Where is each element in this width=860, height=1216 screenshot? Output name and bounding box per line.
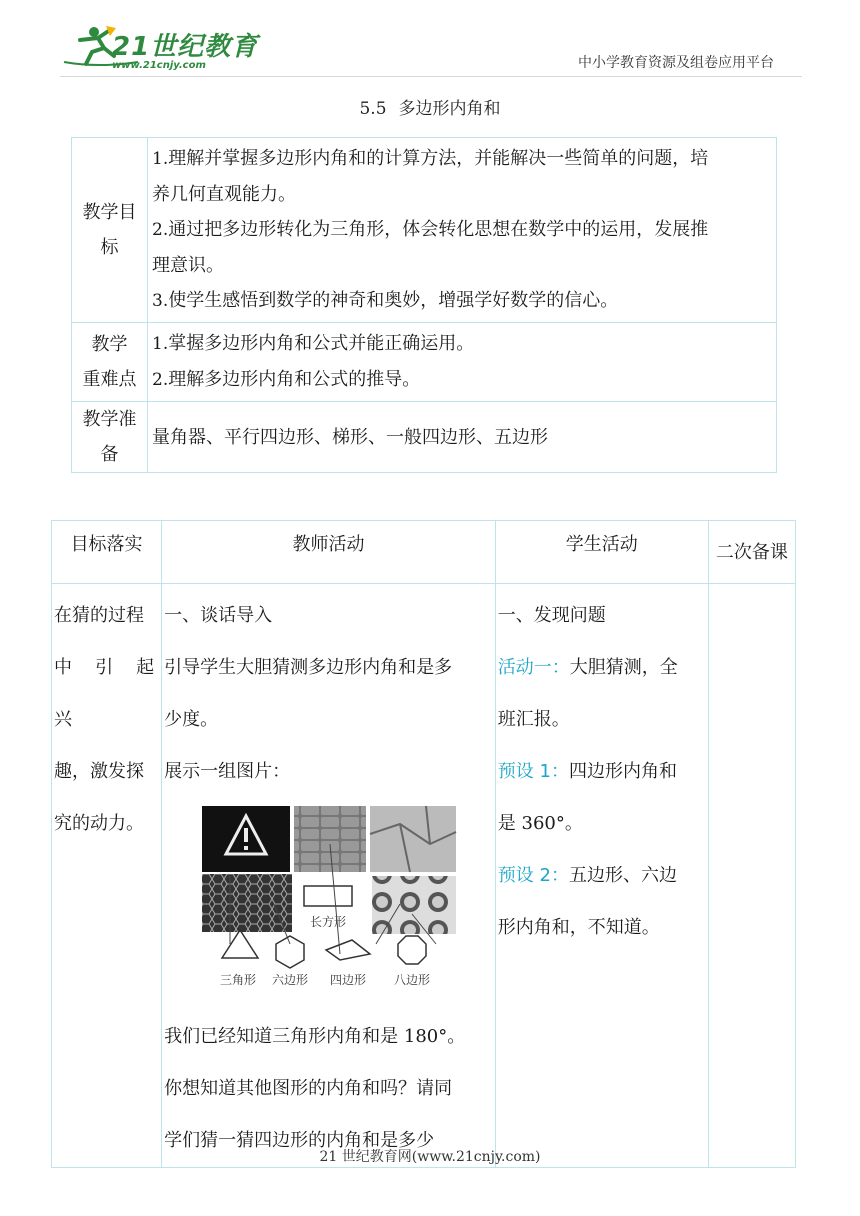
label-line: 备 <box>100 444 119 465</box>
label-line: 重难点 <box>82 369 137 390</box>
objectives-row <box>72 138 777 323</box>
column-header: 目标落实 <box>52 521 162 584</box>
quadrilateral-shape <box>326 940 370 960</box>
octagon-shape <box>398 936 426 964</box>
text-part: 是 <box>497 813 522 834</box>
header-divider <box>60 76 802 77</box>
row-label <box>72 323 148 402</box>
key-points-content <box>148 323 777 402</box>
logo-url: www.21cnjy.com <box>112 60 206 71</box>
item-text: 理解多边形内角和公式的推导。 <box>168 369 421 390</box>
text-part: 五边形、六边 <box>568 865 677 886</box>
label-line: 教学 <box>91 334 128 355</box>
column-header: 教师活动 <box>162 521 496 584</box>
activity-label: 活动一： <box>497 657 570 678</box>
item-text: 理意识。 <box>152 255 224 276</box>
goal-line: 究的动力。 <box>54 813 144 834</box>
octagon-tiles-image <box>372 876 456 934</box>
teacher-text <box>164 1011 494 1063</box>
rectangle-shape <box>304 886 352 906</box>
section-number: 5.5 <box>359 99 387 119</box>
item-number: 1. <box>152 334 169 354</box>
teacher-text: 展示一组图片： <box>164 761 291 782</box>
triangle-shape <box>222 930 258 958</box>
row-label <box>72 402 148 473</box>
preset-label: 预设 1： <box>497 761 569 782</box>
column-header: 学生活动 <box>495 521 708 584</box>
label-octagon: 八边形 <box>394 973 431 987</box>
objectives-content <box>148 138 777 323</box>
section-title: 多边形内角和 <box>398 99 501 119</box>
student-text: 班汇报。 <box>497 709 570 730</box>
activity-row <box>52 584 796 1168</box>
preparation-row <box>72 402 777 473</box>
brick-wall-image <box>294 806 366 872</box>
student-heading: 一、发现问题 <box>497 605 606 626</box>
item-text: 理解并掌握多边形内角和的计算方法，并能解决一些简单的问题，培 <box>168 148 709 169</box>
text-part: 。 <box>447 1026 466 1047</box>
item-text: 掌握多边形内角和公式并能正确运用。 <box>168 333 475 354</box>
honeycomb-image <box>202 874 292 932</box>
goal-line: 趣，激发探 <box>54 761 144 782</box>
student-text <box>498 746 707 798</box>
label-triangle: 三角形 <box>220 973 257 987</box>
item-number: 1. <box>152 149 169 169</box>
notes-cell <box>708 584 795 1168</box>
angle-value: 360° <box>521 813 565 834</box>
row-label <box>72 138 148 323</box>
item-number: 3. <box>152 291 169 311</box>
item-text: 通过把多边形转化为三角形，体会转化思想在数学中的运用，发展推 <box>168 219 709 240</box>
item-text: 使学生感悟到数学的神奇和奥妙，增强学好数学的信心。 <box>168 290 619 311</box>
label-line: 标 <box>100 237 119 258</box>
teacher-heading: 一、谈话导入 <box>164 605 273 626</box>
text-part: 四边形内角和 <box>568 761 677 782</box>
student-text: 形内角和，不知道。 <box>497 917 660 938</box>
platform-name: 中小学教育资源及组卷应用平台 <box>578 55 774 71</box>
label-rectangle: 长方形 <box>310 915 347 929</box>
goal-line: 中 引 起 兴 <box>54 657 161 730</box>
key-points-row <box>72 323 777 402</box>
item-number: 2. <box>152 370 169 390</box>
label-quadrilateral: 四边形 <box>330 973 367 987</box>
column-header: 二次备课 <box>708 521 795 584</box>
label-line: 教学目 <box>82 202 137 223</box>
activity-table <box>51 520 796 1168</box>
goal-line: 在猜的过程 <box>54 605 144 626</box>
student-text <box>498 642 707 694</box>
teacher-text: 你想知道其他图形的内角和吗？请同 <box>164 1078 453 1099</box>
label-line: 教学准 <box>82 409 137 430</box>
label-hexagon: 六边形 <box>272 973 309 987</box>
student-text <box>498 798 707 850</box>
goal-cell <box>52 584 162 1168</box>
page-footer: 21 世纪教育网(www.21cnjy.com) <box>319 1149 541 1165</box>
student-text <box>498 850 707 902</box>
teacher-text: 引导学生大胆猜测多边形内角和是多 <box>164 657 453 678</box>
angle-value: 180° <box>403 1026 448 1047</box>
page-title <box>0 94 860 119</box>
item-text: 养几何直观能力。 <box>152 184 296 205</box>
polygon-pictures-figure <box>200 804 460 990</box>
student-cell <box>495 584 708 1168</box>
preparation-content: 量角器、平行四边形、梯形、一般四边形、五边形 <box>148 402 777 473</box>
logo-text: 21世纪教育 <box>112 32 259 62</box>
teacher-cell <box>162 584 496 1168</box>
teacher-text: 少度。 <box>164 709 219 730</box>
lesson-info-table <box>71 137 777 473</box>
text-part: 我们已经知道三角形内角和是 <box>164 1026 404 1047</box>
teacher-text: 学们猜一猜四边形的内角和是多少 <box>164 1130 435 1151</box>
text-part: 。 <box>564 813 583 834</box>
header-row <box>52 521 796 584</box>
hexagon-shape <box>276 936 304 968</box>
preset-label: 预设 2： <box>497 865 569 886</box>
text-part: 大胆猜测，全 <box>569 657 678 678</box>
item-number: 2. <box>152 220 169 240</box>
